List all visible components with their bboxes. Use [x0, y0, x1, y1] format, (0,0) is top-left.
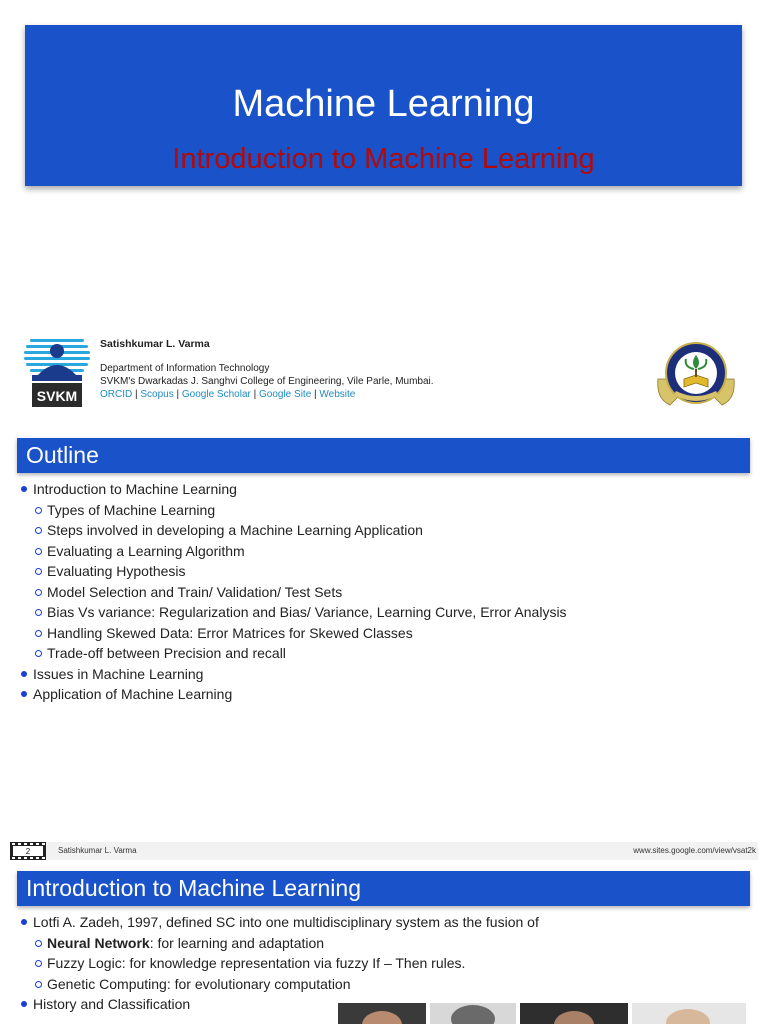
film-strip-icon: [10, 842, 46, 860]
bullet-ring-icon: [35, 527, 42, 534]
bullet-ring-icon: [35, 568, 42, 575]
svg-text:SVKM: SVKM: [36, 388, 78, 404]
author-name: Satishkumar L. Varma: [100, 338, 210, 350]
list-item: Handling Skewed Data: Error Matrices for Skewed Classes: [20, 623, 567, 644]
bullet-ring-icon: [35, 589, 42, 596]
list-item: Bias Vs variance: Regularization and Bias/ Variance, Learning Curve, Error Analysis: [20, 602, 567, 623]
list-item: Neural Network: for learning and adaptation: [20, 933, 539, 954]
college-emblem: [654, 335, 738, 409]
portrait-photos: [338, 1003, 758, 1024]
author-department: Department of Information Technology: [100, 363, 270, 374]
list-item: Introduction to Machine Learning: [20, 479, 567, 500]
google-scholar-link[interactable]: Google Scholar: [181, 389, 251, 400]
list-item: Model Selection and Train/ Validation/ Test Sets: [20, 582, 567, 603]
list-item: Evaluating Hypothesis: [20, 561, 567, 582]
list-item: History and Classification: [20, 994, 539, 1015]
website-link[interactable]: Website: [319, 389, 356, 400]
title-banner: [25, 25, 742, 186]
slide-title: Machine Learning: [232, 83, 535, 125]
bullet-dot-icon: [21, 671, 27, 677]
outline-heading-bar: [17, 438, 750, 473]
bullet-ring-icon: [35, 960, 42, 967]
bullet-ring-icon: [35, 609, 42, 616]
list-item: Steps involved in developing a Machine Learning Application: [20, 520, 567, 541]
bullet-ring-icon: [35, 650, 42, 657]
bullet-dot-icon: [21, 919, 27, 925]
list-item: Fuzzy Logic: for knowledge representation via fuzzy If – Then rules.: [20, 953, 539, 974]
footer-author: Satishkumar L. Varma: [58, 846, 137, 855]
slide-subtitle: Introduction to Machine Learning: [172, 143, 595, 175]
list-item: Application of Machine Learning: [20, 684, 567, 705]
bullet-ring-icon: [35, 981, 42, 988]
bullet-dot-icon: [21, 486, 27, 492]
list-item: Issues in Machine Learning: [20, 664, 567, 685]
slide-footer: [10, 842, 758, 860]
list-item: Trade-off between Precision and recall: [20, 643, 567, 664]
author-block: [100, 338, 434, 401]
intro-heading: Introduction to Machine Learning: [26, 875, 361, 901]
outline-heading: Outline: [26, 442, 99, 468]
bullet-ring-icon: [35, 940, 42, 947]
outline-list: [20, 479, 567, 705]
page-number: 2: [25, 847, 31, 856]
intro-heading-bar: [17, 871, 750, 906]
intro-list: [20, 912, 539, 1015]
svkm-logo: [24, 333, 90, 409]
list-item: Lotfi A. Zadeh, 1997, defined SC into one multidisciplinary system as the fusion of: [20, 912, 539, 933]
list-item: Genetic Computing: for evolutionary computation: [20, 974, 539, 995]
list-item: Types of Machine Learning: [20, 500, 567, 521]
bullet-dot-icon: [21, 691, 27, 697]
author-links: ORCID | Scopus | Google Scholar | Google Site | Website: [100, 389, 356, 400]
google-site-link[interactable]: Google Site: [259, 389, 312, 400]
author-college: SVKM's Dwarkadas J. Sanghvi College of Engineering, Vile Parle, Mumbai.: [100, 376, 434, 387]
bullet-ring-icon: [35, 548, 42, 555]
list-item: Evaluating a Learning Algorithm: [20, 541, 567, 562]
bullet-ring-icon: [35, 507, 42, 514]
orcid-link[interactable]: ORCID: [100, 389, 133, 400]
bullet-ring-icon: [35, 630, 42, 637]
bullet-dot-icon: [21, 1001, 27, 1007]
footer-site[interactable]: www.sites.google.com/view/vsat2k: [633, 846, 756, 855]
scopus-link[interactable]: Scopus: [140, 389, 174, 400]
